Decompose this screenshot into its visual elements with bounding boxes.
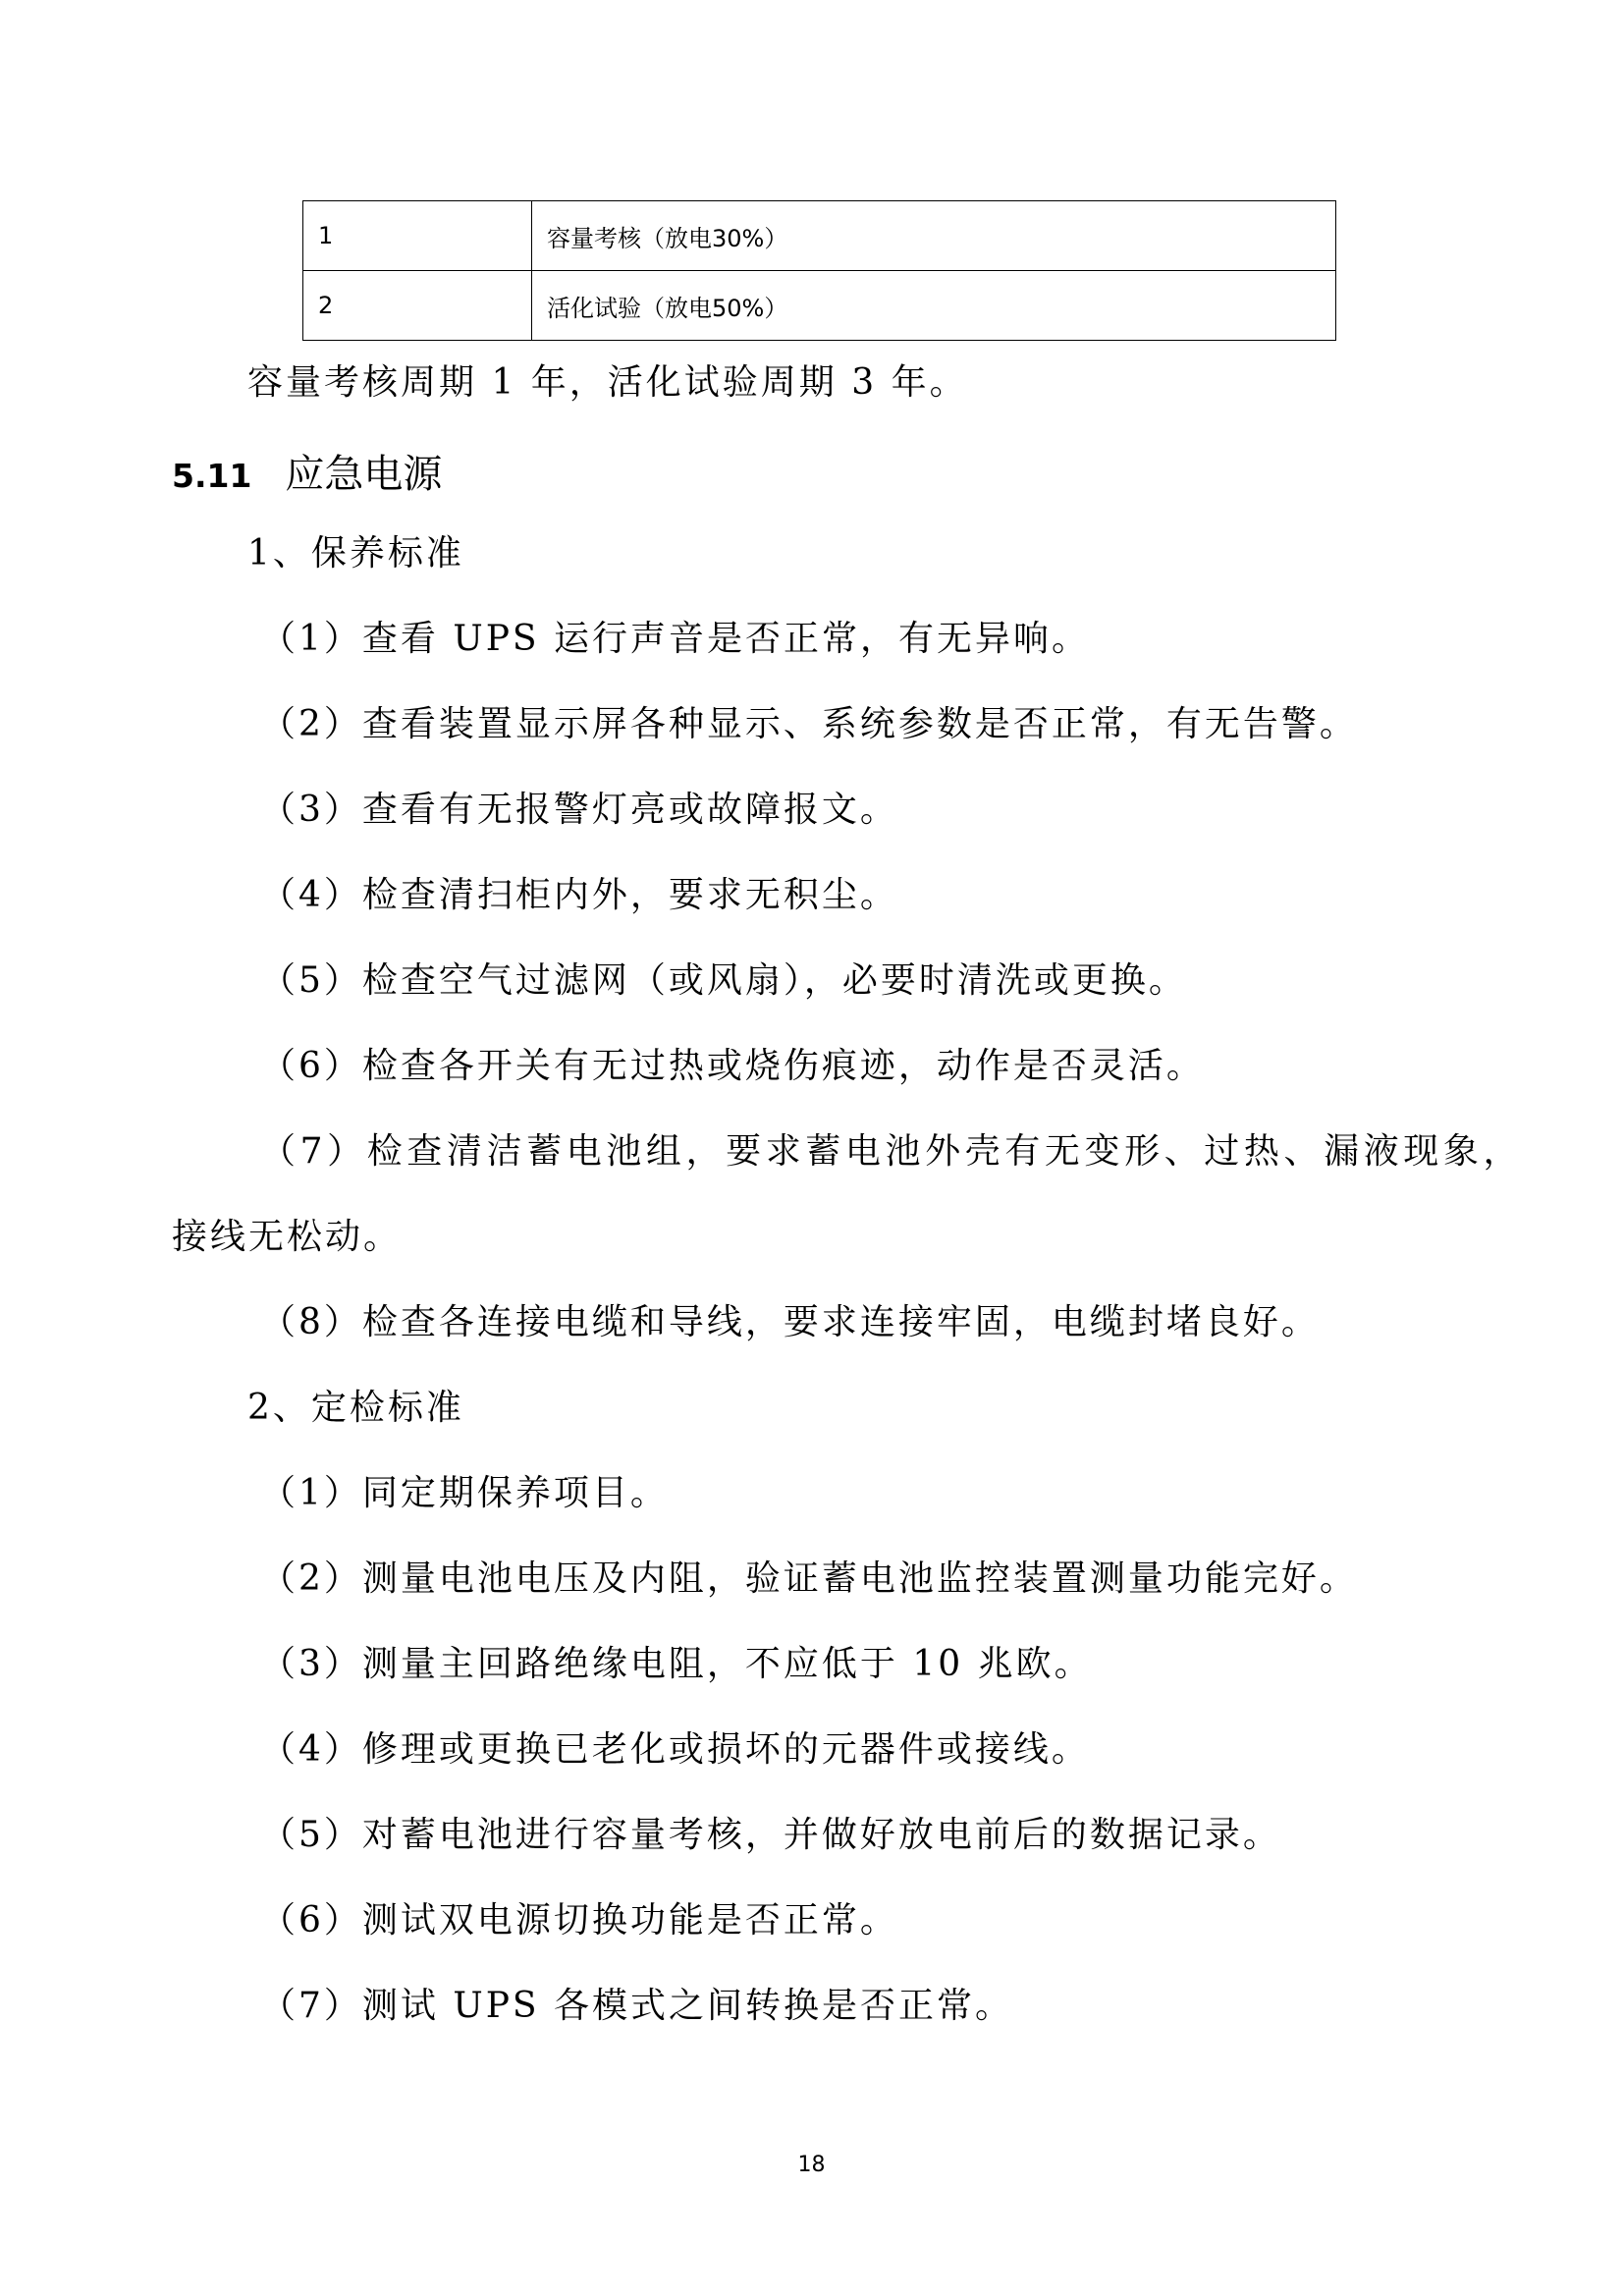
list-item: （2）测量电池电压及内阻，验证蓄电池监控装置测量功能完好。 xyxy=(260,1558,1358,1599)
intro-text: 容量考核周期 1 年，活化试验周期 3 年。 xyxy=(247,362,968,403)
list-item: （6）测试双电源切换功能是否正常。 xyxy=(260,1900,898,1941)
list-item: （2）查看装置显示屏各种显示、系统参数是否正常，有无告警。 xyxy=(260,704,1358,744)
maintenance-heading: 1、保养标准 xyxy=(247,533,464,574)
list-item: （1）同定期保养项目。 xyxy=(260,1473,669,1513)
list-item: （7）检查清洁蓄电池组，要求蓄电池外壳有无变形、过热、漏液现象， xyxy=(260,1131,1524,1172)
section-number: 5.11 xyxy=(172,457,252,495)
list-item: （4）检查清扫柜内外，要求无积尘。 xyxy=(260,875,898,915)
discharge-test-table xyxy=(302,200,1336,341)
table-row xyxy=(303,201,1336,271)
section-heading xyxy=(172,450,442,507)
list-item: （6）检查各开关有无过热或烧伤痕迹，动作是否灵活。 xyxy=(260,1046,1205,1086)
list-item: （3）测量主回路绝缘电阻，不应低于 10 兆欧。 xyxy=(260,1644,1093,1684)
table-row xyxy=(303,271,1336,341)
list-item: （4）修理或更换已老化或损坏的元器件或接线。 xyxy=(260,1729,1090,1770)
table-cell-item: 活化试验（放电50%） xyxy=(532,271,1336,341)
list-item: （5）检查空气过滤网（或风扇），必要时清洗或更换。 xyxy=(260,960,1187,1001)
list-item: （3）查看有无报警灯亮或故障报文。 xyxy=(260,790,898,830)
table-cell-number: 1 xyxy=(303,201,532,271)
table-cell-number: 2 xyxy=(303,271,532,341)
list-item: （1）查看 UPS 运行声音是否正常，有无异响。 xyxy=(260,619,1091,659)
inspection-heading: 2、定检标准 xyxy=(247,1388,464,1428)
section-title: 应急电源 xyxy=(285,452,443,497)
list-item: （8）检查各连接电缆和导线，要求连接牢固，电缆封堵良好。 xyxy=(260,1302,1320,1342)
list-item-continuation: 接线无松动。 xyxy=(172,1217,403,1257)
list-item: （5）对蓄电池进行容量考核，并做好放电前后的数据记录。 xyxy=(260,1815,1281,1855)
list-item: （7）测试 UPS 各模式之间转换是否正常。 xyxy=(260,1986,1014,2026)
page-number: 18 xyxy=(797,2153,826,2177)
table-cell-item: 容量考核（放电30%） xyxy=(532,201,1336,271)
